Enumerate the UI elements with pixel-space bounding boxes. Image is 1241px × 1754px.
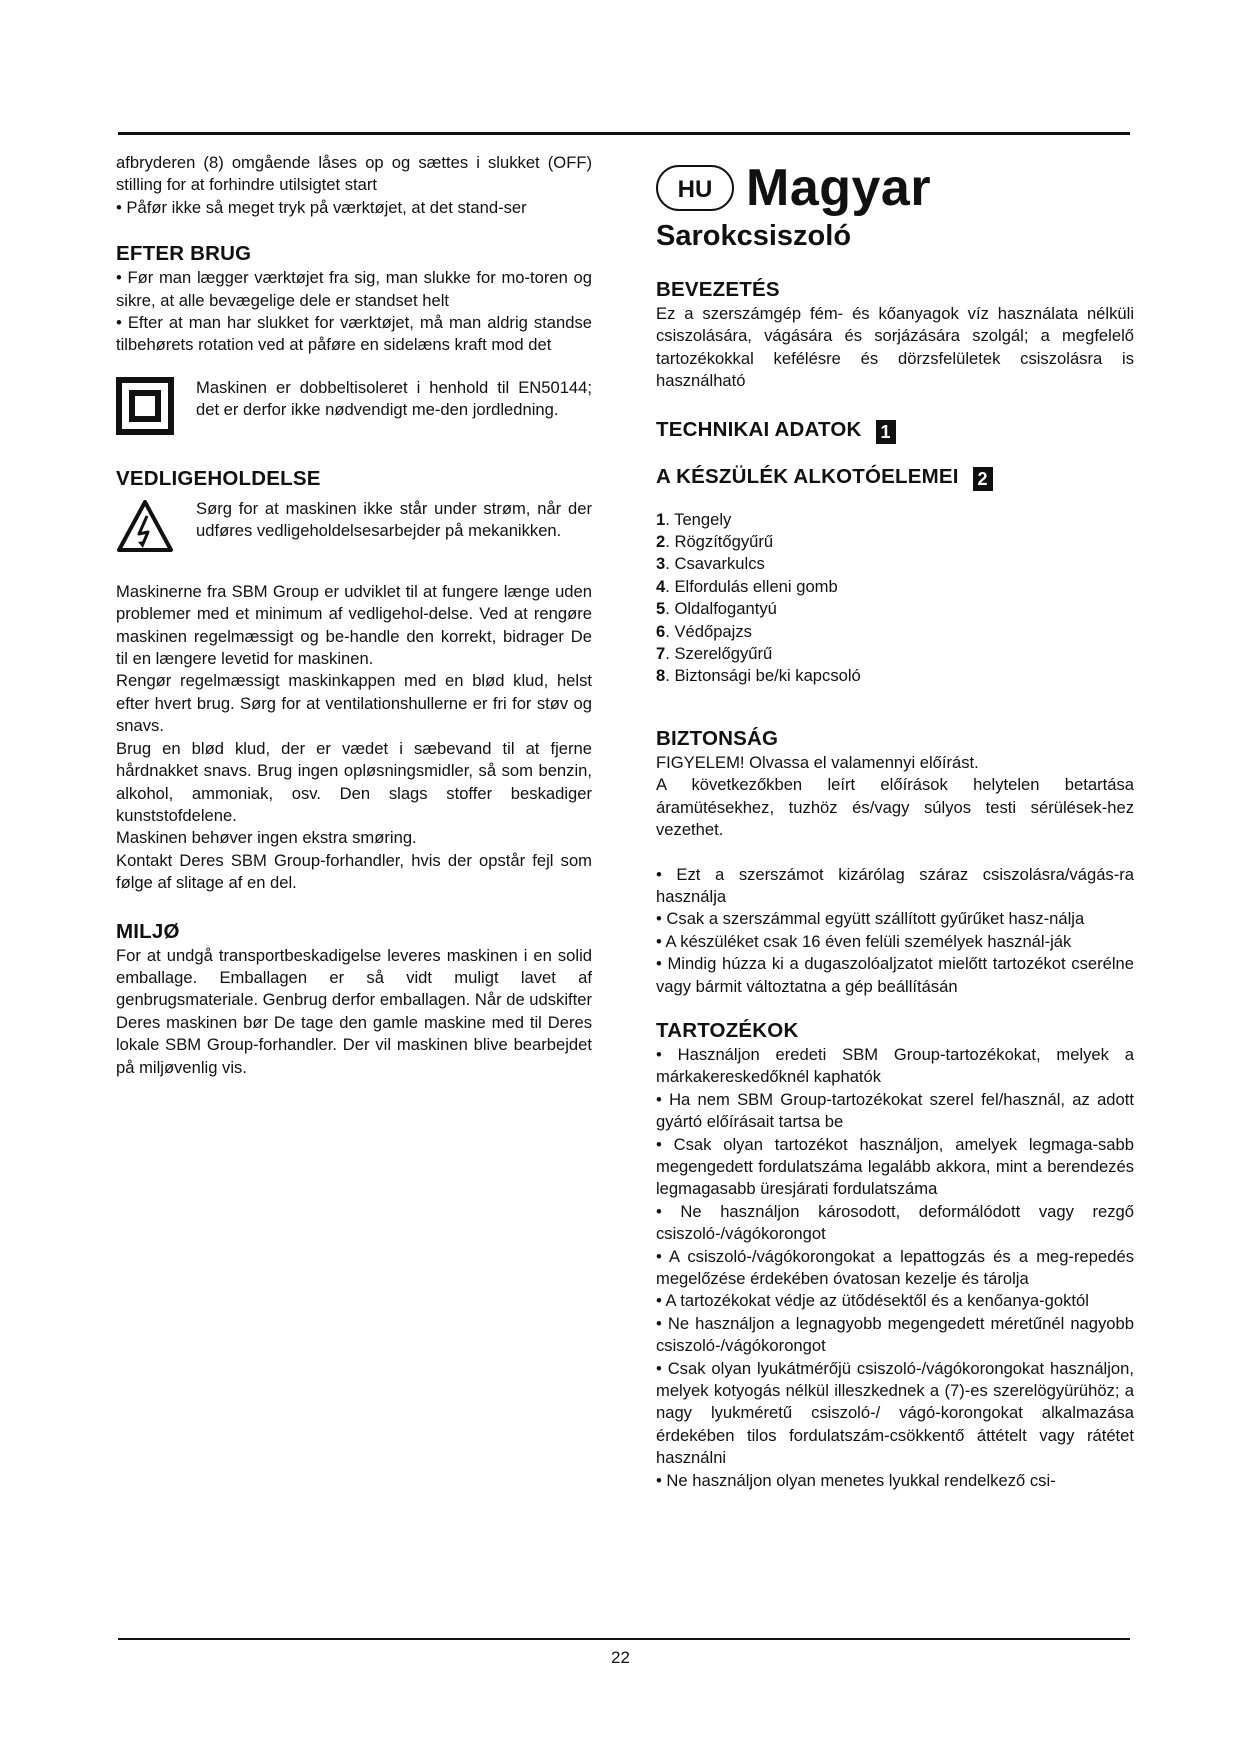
environment-text: For at undgå transportbeskadigelse leveres maskinen i en solid emballage. Emballagen er så vidt muligt lavet af genbrugsmateriale. Genbrug derfor emballagen. Når de udskifter Deres maskinen bør De tage den gamle maskine med til Deres lokale SBM Group-forhandler. Der vil maskinen blive bearbejdet på miljøvenlig vis. xyxy=(116,945,592,1077)
intro-line: afbryderen (8) omgående låses op og sættes i slukket (OFF) stilling for at forhindre utilsigtet start xyxy=(116,153,592,195)
accessories-bullet: • Ha nem SBM Group-tartozékokat szerel fel/használ, az adott gyártó előírásait tartsa be xyxy=(656,1089,1134,1132)
after-use-bullet: • Efter at man har slukket for værktøjet, må man aldrig standse tilbehørets rotation ved at påføre en sidelæns kraft mod det xyxy=(116,313,592,355)
intro-text: Ez a szerszámgép fém- és kőanyagok víz használata nélküli csiszolására, vágására és sorjázására szolgál; a megfelelő tartozékokkal kefélésre és dörzsfelületek csiszolásra is használható xyxy=(656,304,1134,391)
maintenance-paragraph: Rengør regelmæssigt maskinkappen med en blød klud, helst efter hvert brug. Sørg for at ventilationshullerne er fri for støv og snavs. xyxy=(116,671,592,736)
maintenance-paragraphs xyxy=(116,581,592,895)
safety-heading: BIZTONSÁG xyxy=(656,726,779,750)
list-item: 6. Védőpajzs xyxy=(656,621,752,641)
double-insulation-text: Maskinen er dobbeltisoleret i henhold til EN50144; det er derfor ikke nødvendigt me-den jordledning. xyxy=(196,377,592,420)
safety-bullet: • Mindig húzza ki a dugaszolóaljzatot mielőtt tartozékot cserélne vagy bármit változtatna a gép beállításán xyxy=(656,954,1134,996)
accessories-bullet: • Csak olyan tartozékot használjon, amelyek legmaga-sabb megengedett fordulatszáma legalább akkora, mint a berendezés legmagasabb üresjárati fordulatszáma xyxy=(656,1134,1134,1199)
intro-heading: BEVEZETÉS xyxy=(656,278,780,301)
electric-warning-text: Sørg for at maskinen ikke står under strøm, når der udføres vedligeholdelsesarbejder på mekanikken. xyxy=(196,498,592,541)
double-insulation-icon xyxy=(116,377,196,440)
top-rule xyxy=(118,132,1130,135)
electric-hazard-icon xyxy=(116,498,196,559)
list-item: 2. Rögzítőgyűrű xyxy=(656,532,774,552)
language-header xyxy=(656,158,1134,218)
list-item: 5. Oldalfogantyú xyxy=(656,599,777,619)
accessories-bullet: • Ne használjon olyan menetes lyukkal rendelkező csi- xyxy=(656,1470,1056,1490)
maintenance-paragraph: Maskinen behøver ingen ekstra smøring. xyxy=(116,828,417,848)
parts-label: A KÉSZÜLÉK ALKOTÓELEMEI xyxy=(656,464,959,488)
parts-heading xyxy=(656,464,1134,491)
maintenance-paragraph: Brug en blød klud, der er vædet i sæbevand til at fjerne hårdnakket snavs. Brug ingen opløsningsmidler, så som benzin, alkohol, ammoniak, osv. Den slags stoffer beskadiger kunststofdelene. xyxy=(116,738,592,825)
accessories-bullet: • Csak olyan lyukátmérőjü csiszoló-/vágókorongokat használjon, melyek kotyogás nélkül illeszkednek a (7)-es szerelögyürühöz; a nagy lyukméretű csiszoló-/ vágó-korongokat alkalmazása érdekében tilos fordulatszám-csökkentő áttételt vagy rátétet használni xyxy=(656,1358,1134,1468)
page-number: 22 xyxy=(611,1648,630,1667)
maintenance-paragraph: Kontakt Deres SBM Group-forhandler, hvis der opstår fejl som følge af slitage af en del. xyxy=(116,850,592,893)
bottom-rule xyxy=(118,1638,1130,1640)
accessories-bullet: • Ne használjon károsodott, deformálódott vagy rezgő csiszoló-/vágókorongot xyxy=(656,1201,1134,1244)
safety-bullet: • A készüléket csak 16 éven felüli személyek használ-ják xyxy=(656,931,1072,951)
electric-warning-block xyxy=(116,498,592,559)
figure-badge-2: 2 xyxy=(973,467,993,491)
right-column xyxy=(656,158,1134,1492)
document-subtitle: Sarokcsiszoló xyxy=(656,220,852,252)
accessories-bullet: • A tartozékokat védje az ütődésektől és a kenőanya-goktól xyxy=(656,1291,1089,1311)
list-item: 4. Elfordulás elleni gomb xyxy=(656,576,838,596)
safety-line: A következőkben leírt előírások helytelen betartása áramütésekhez, tuzhöz és/vagy súlyos testi sérülések-hez vezethet. xyxy=(656,775,1134,840)
list-item: 8. Biztonsági be/ki kapcsoló xyxy=(656,666,861,686)
language-code-badge: HU xyxy=(656,165,734,211)
safety-bullets xyxy=(656,864,1134,998)
accessories-bullet: • Ne használjon a legnagyobb megengedett méretűnél nagyobb csiszoló-/vágókorongot xyxy=(656,1313,1134,1356)
after-use-heading: EFTER BRUG xyxy=(116,242,252,266)
list-item: 1. Tengely xyxy=(656,509,732,529)
accessories-bullet: • Használjon eredeti SBM Group-tartozékokat, melyek a márkakereskedőknél kaphatók xyxy=(656,1044,1134,1087)
double-insulation-block xyxy=(116,377,592,440)
list-item: 3. Csavarkulcs xyxy=(656,554,765,574)
accessories-bullet: • A csiszoló-/vágókorongokat a lepattogzás és a meg-repedés megelőzése érdekében óvatosan kezelje és tárolja xyxy=(656,1246,1134,1288)
after-use-bullet: • Før man lægger værktøjet fra sig, man slukke for mo-toren og sikre, at alle bevægelige dele er standset helt xyxy=(116,268,592,310)
tech-data-label: TECHNIKAI ADATOK xyxy=(656,417,862,441)
left-column xyxy=(116,152,592,1079)
safety-bullet: • Ezt a szerszámot kizárólag száraz csiszolásra/vágás-ra használja xyxy=(656,864,1134,906)
environment-heading: MILJØ xyxy=(116,919,180,943)
list-item: 7. Szerelőgyűrű xyxy=(656,644,773,664)
parts-list xyxy=(656,509,1134,688)
safety-bullet: • Csak a szerszámmal együtt szállított gyűrűket hasz-nálja xyxy=(656,909,1085,929)
tech-data-heading xyxy=(656,417,1134,444)
maintenance-paragraph: Maskinerne fra SBM Group er udviklet til at fungere længe uden problemer med et minimum af vedligehol-delse. Ved at rengøre maskinen regelmæssigt og be-handle den korrekt, bidrager De til en længere levetid for maskinen. xyxy=(116,581,592,669)
maintenance-heading: VEDLIGEHOLDELSE xyxy=(116,466,321,490)
accessories-heading: TARTOZÉKOK xyxy=(656,1018,799,1042)
language-title: Magyar xyxy=(746,159,932,217)
figure-badge-1: 1 xyxy=(876,420,896,444)
intro-line: • Påfør ikke så meget tryk på værktøjet, at det stand-ser xyxy=(116,197,527,217)
safety-line: FIGYELEM! Olvassa el valamennyi előírást. xyxy=(656,752,979,772)
